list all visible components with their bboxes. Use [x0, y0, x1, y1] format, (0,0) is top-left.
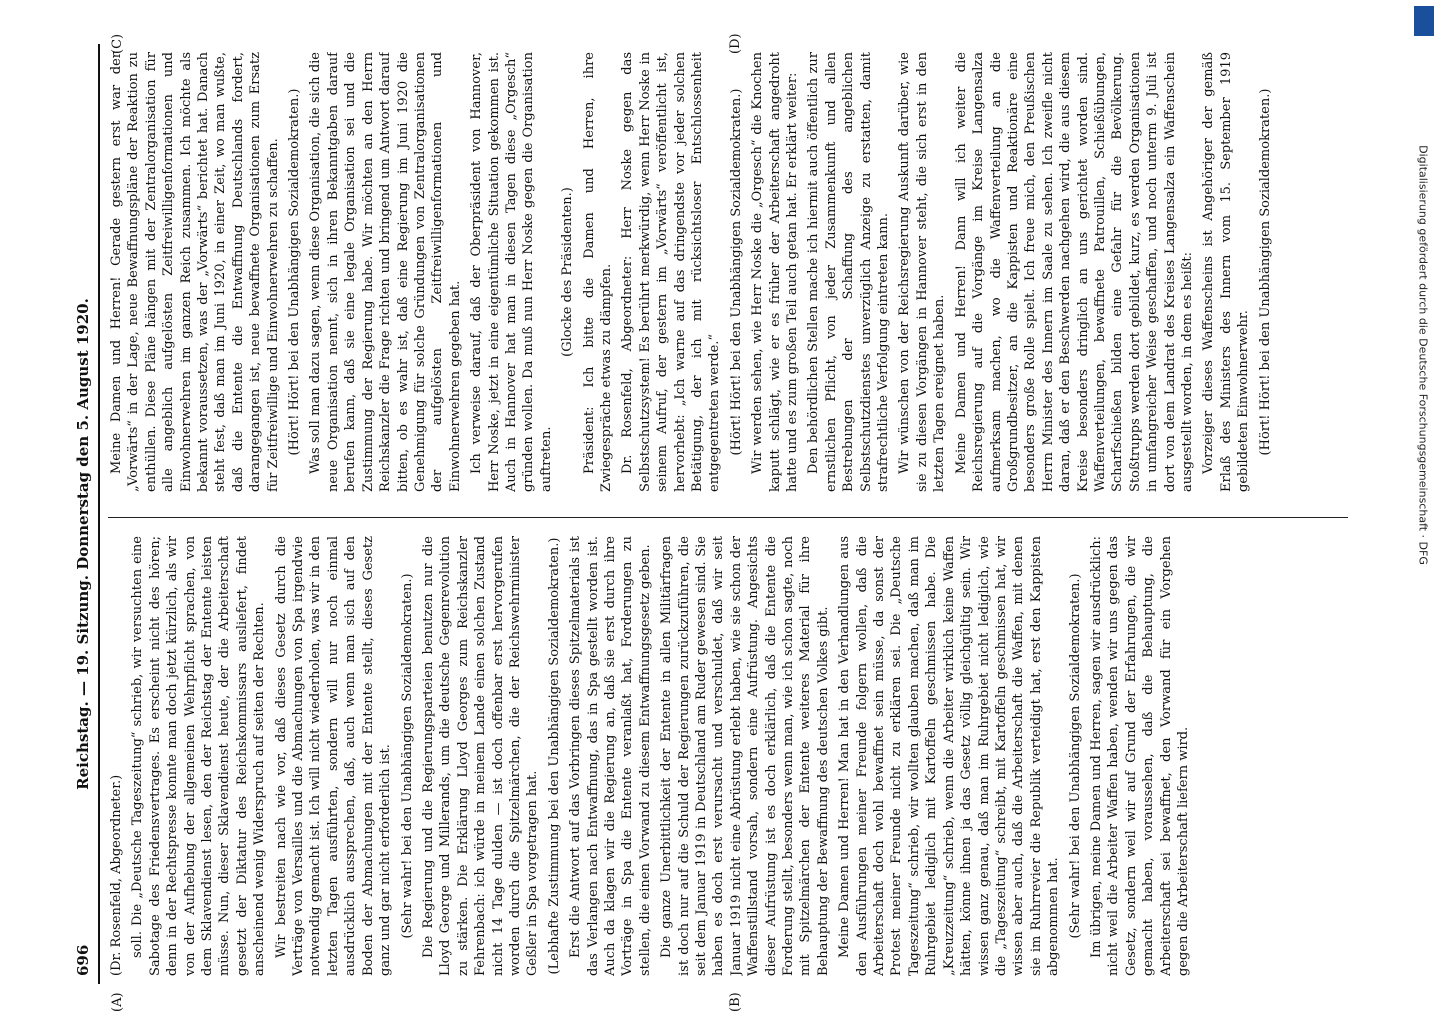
digitization-note-text: Digitalisierung gefördert durch die Deutsche Forschungsgemeinschaft · DFG: [1416, 145, 1430, 565]
quotation: Vorzeiger dieses Waffenscheins ist Angehöriger der gemäß Erlaß des Ministers des Innern vom 15. September 1919 gebildeten Einwohnerwehr.: [1201, 52, 1252, 492]
margin-marker-b: (B): [728, 992, 743, 1012]
paragraph: Dr. Rosenfeld, Abgeordneter: Herr Noske gegen das Selbstschutzsystem! Es berührt merkwürdig, wenn Herr Noske in seinem Aufruf, der gestern im „Vorwärts“ veröffentlicht ist, hervorhebt: „Ich warne auf das dringendste vor jeder solchen Betätigung, der ich mit rücksichtsloser Entschlossenheit entgegentreten werde.“: [620, 52, 723, 492]
margin-marker-c: (C): [110, 33, 125, 54]
interjection: (Sehr wahr! bei den Unabhängigen Sozialdemokraten.): [1067, 573, 1083, 939]
interjection: (Glocke des Präsidenten.): [560, 187, 576, 357]
column-divider: [108, 517, 1348, 518]
interjection: (Hört! Hört! bei den Unabhängigen Sozialdemokraten.): [728, 88, 744, 456]
paragraph: Erst die Antwort auf das Vorbringen dieses Spitzelmaterials ist das Verlangen nach Entwaffnung, das in Spa gestellt worden ist. Auch da klagen wir die Regierung an, daß sie erst durch ihre Vorträge in Spa die Entente veranlaßt hat, Forderungen zu stellen, die einen Vorwand zu diesem Entwaffnungsgesetz geben.: [568, 536, 653, 976]
paragraph: soll. Die „Deutsche Tageszeitung“ schrieb, wir versuchten eine Sabotage des Friedensvertrages. Es erscheint nicht des hören; denn in der Rechtspresse konnte man doch jetzt kürzlich, als wir von der Aufhebung der allgemeinen Wehrpflicht sprachen, von dem Sklavendienst lesen, den der Reichstag der Entente leisten müsse. Nun, dieser Sklavendienst heute, der die Arbeiterschaft gesetzt der Diktatur des Reichskommissars ausliefert, findet anscheinend wenig Widerspruch auf seiten der Rechten.: [130, 536, 268, 976]
header-rule: [98, 44, 100, 984]
paragraph: Wir wünschen von der Reichsregierung Auskunft darüber, wie sie zu diesen Vorgängen in Hannover steht, die sich erst in den letzten Tagen ereignet haben.: [897, 52, 948, 492]
paragraph: Meine Damen und Herren! Gerade gestern erst war der „Vorwärts“ in der Lage, neue Bewaffnungspläne der Reaktion zu enthüllen. Diese Pläne hängen mit der Zentralorganisation für alle angeblich aufgelösten Zeitfreiwilligenformationen und Einwohnerwehren im ganzen Reich zusammen. Ich möchte als bekannt voraussetzen, was der „Vorwärts“ berichtet hat. Danach steht fest, daß man im Juni 1920, in einer Zeit, wo man wußte, daß die Entente die Entwaffnung Deutschlands fordert, darangegangen ist, neue bewaffnete Organisationen zum Ersatz für Zeitfreiwillige und Einwohnerwehren zu schaffen.: [109, 52, 281, 492]
paragraph: Was soll man dazu sagen, wenn diese Organisation, die sich die neue Organisation nennt, sich in ihren Bekanntgaben darauf berufen kann, daß sie eine legale Organisation sei und die Zustimmung der Regierung habe. Wir möchten an den Herrn Reichskanzler die Frage richten und bringend um Antwort darauf bitten, ob es wahr ist, daß eine Regierung im Juni 1920 die Genehmigung für solche Gründungen von Zentralorganisationen der aufgelösten Zeitfreiwilligenformationen und Einwohnerwehren gegeben hat.: [308, 52, 463, 492]
quotation: Den behördlichen Stellen mache ich hiermit auch öffentlich zur ernstlichen Pflicht, von jeder Zusammenkunft und allen Bestrebungen der Schaffung des angeblichen Selbstschutzdienstes unverzüglich Anzeige zu erstatten, damit strafrechtliche Verfolgung eintreten kann.: [806, 52, 892, 492]
document-page: [68, 33, 1358, 1012]
paragraph: (Dr. Rosenfeld, Abgeordneter.): [109, 774, 124, 976]
running-title: Reichstag. — 19. Sitzung. Donnerstag den 5. August 1920.: [74, 298, 92, 790]
digitization-note: [1414, 10, 1432, 700]
right-column: [108, 52, 1348, 492]
paragraph: Wir werden sehen, wie Herr Noske die „Orgesch“ die Knochen kaputt schlägt, wie er es früher der Arbeiterschaft angedroht hatte und es zum großen Teil auch getan hat. Er erklärt weiter:: [750, 52, 801, 492]
paragraph: Die ganze Unerbittlichkeit der Entente in allen Militärfragen ist doch nur auf die Schuld der Regierungen zurückzuführen, die seit dem Januar 1919 in Deutschland am Ruder gewesen sind. Sie haben es doch erst verursacht und verschuldet, daß wir seit Januar 1919 nicht eine Abrüstung erlebt haben, wie sie schon der Waffenstillstand vorsah, sondern eine Aufrüstung. Angesichts dieser Aufrüstung ist es doch erklärlich, daß die Entente die Forderung stellt, besonders wenn man, wie ich schon sagte, noch mit Spitzelmärchen der Entente weiteres Material für ihre Behauptung der Bewaffnung des deutschen Volkes gibt.: [659, 536, 831, 976]
paragraph: Im übrigen, meine Damen und Herren, sagen wir ausdrücklich: nicht weil die Arbeiter Waffen haben, wenden wir uns gegen das Gesetz, sondern weil wir auf Grund der Erfahrungen, die wir gemacht haben, voraussehen, daß die Behauptung, die Arbeiterschaft sei bewaffnet, den Vorwand für ein Vorgehen gegen die Arbeiterschaft liefern wird.: [1088, 536, 1191, 976]
interjection: (Lebhafte Zustimmung bei den Unabhängigen Sozialdemokraten.): [546, 537, 562, 975]
dfg-logo: [1414, 6, 1434, 36]
page-number: 696: [74, 944, 92, 976]
paragraph: Präsident: Ich bitte die Damen und Herren, ihre Zwiegespräche etwas zu dämpfen.: [581, 52, 614, 492]
paragraph: Meine Damen und Herren! Man hat in den Verhandlungen aus den Ausführungen meiner Freunde folgern wollen, daß die Arbeiterschaft doch wohl bewaffnet sein müsse, da sonst der Protest meiner Freunde nicht zu erklären sei. Die „Deutsche Tageszeitung“ schrieb, wir wollten glauben machen, daß man im Ruhrgebiet lediglich mit Kartoffeln geschmissen habe. Die „Kreuzzeitung“ schrieb, wenn die Arbeiter wirklich keine Waffen hätten, könne ihnen ja das Gesetz völlig gleichgültig sein. Wir wissen ganz genau, daß man im Ruhrgebiet nicht lediglich, wie die „Tageszeitung“ schreibt, mit Kartoffeln geschmissen hat, wir wissen aber auch, daß die Arbeiterschaft die Waffen, mit denen sie im Ruhrrevier die Republik verteidigt hat, erst den Kappisten abgenommen hat.: [837, 536, 1062, 976]
margin-marker-d: (D): [728, 33, 743, 54]
paragraph: Die Regierung und die Regierungsparteien benutzen nur die Lloyd George und Millerands, um die deutsche Gegenrevolution zu stärken. Die Erklärung Lloyd Georges zum Reichskanzler Fehrenbach: ich würde in meinem Lande einen solchen Zustand nicht 14 Tage dulden — ist doch offenbar erst hervorgerufen worden durch die Spitzelmärchen, die der Reichswehrminister Geßler in Spa vorgetragen hat.: [420, 536, 541, 976]
interjection: (Hört! Hört! bei den Unabhängigen Sozialdemokraten.): [1257, 88, 1273, 456]
left-column: [108, 536, 1348, 976]
interjection: (Sehr wahr! bei den Unabhängigen Sozialdemokraten.): [399, 573, 415, 939]
paragraph: Ich verweise darauf, daß der Oberpräsident von Hannover, Herr Noske, jetzt in eine eigentümliche Situation gekommen ist. Auch in Hannover hat man in diesen Tagen diese „Orgesch“ gründen wollen. Da muß nun Herr Noske gegen die Organisation auftreten.: [469, 52, 554, 492]
running-header: [68, 44, 100, 984]
interjection: (Hört! Hört! bei den Unabhängigen Sozialdemokraten.): [287, 88, 303, 456]
paragraph: Meine Damen und Herren! Dann will ich weiter die Reichsregierung auf die Vorgänge im Kreise Langensalza aufmerksam machen, wo die Waffenverteilung an die Großgrundbesitzer, an die Kappisten und Reaktionäre eine besonders große Rolle spielt. Ich freue mich, den Preußischen Herrn Minister des Innern im Saale zu sehen. Ich zweifle nicht daran, daß er den Beschwerden nachgehen wird, die aus diesem Kreise besonders dringlich an uns gerichtet worden sind. Waffenverteilungen, bewaffnete Patrouillen, Schießübungen, Scharfschießen bilden eine Gefahr für die Bevölkerung. Stoßtrupps werden dort gebildet, kurz, es werden Organisationen in umfangreicher Weise geschaffen, und noch unterm 9. Juli ist dort von dem Landrat des Kreises Langensalza ein Waffenschein ausgestellt worden, in dem es heißt:: [953, 52, 1195, 492]
margin-marker-a: (A): [110, 992, 125, 1012]
paragraph: Wir bestreiten nach wie vor, daß dieses Gesetz durch die Verträge von Versailles und die Abmachungen von Spa irgendwie notwendig gemacht ist. Ich will nicht wiederholen, was wir in den letzten Tagen ausführten, sondern will nur noch einmal ausdrücklich aussprechen, daß, auch wenn man sich auf den Boden der Abmachungen mit der Entente stellt, dieses Gesetz ganz und gar nicht erforderlich ist.: [273, 536, 394, 976]
